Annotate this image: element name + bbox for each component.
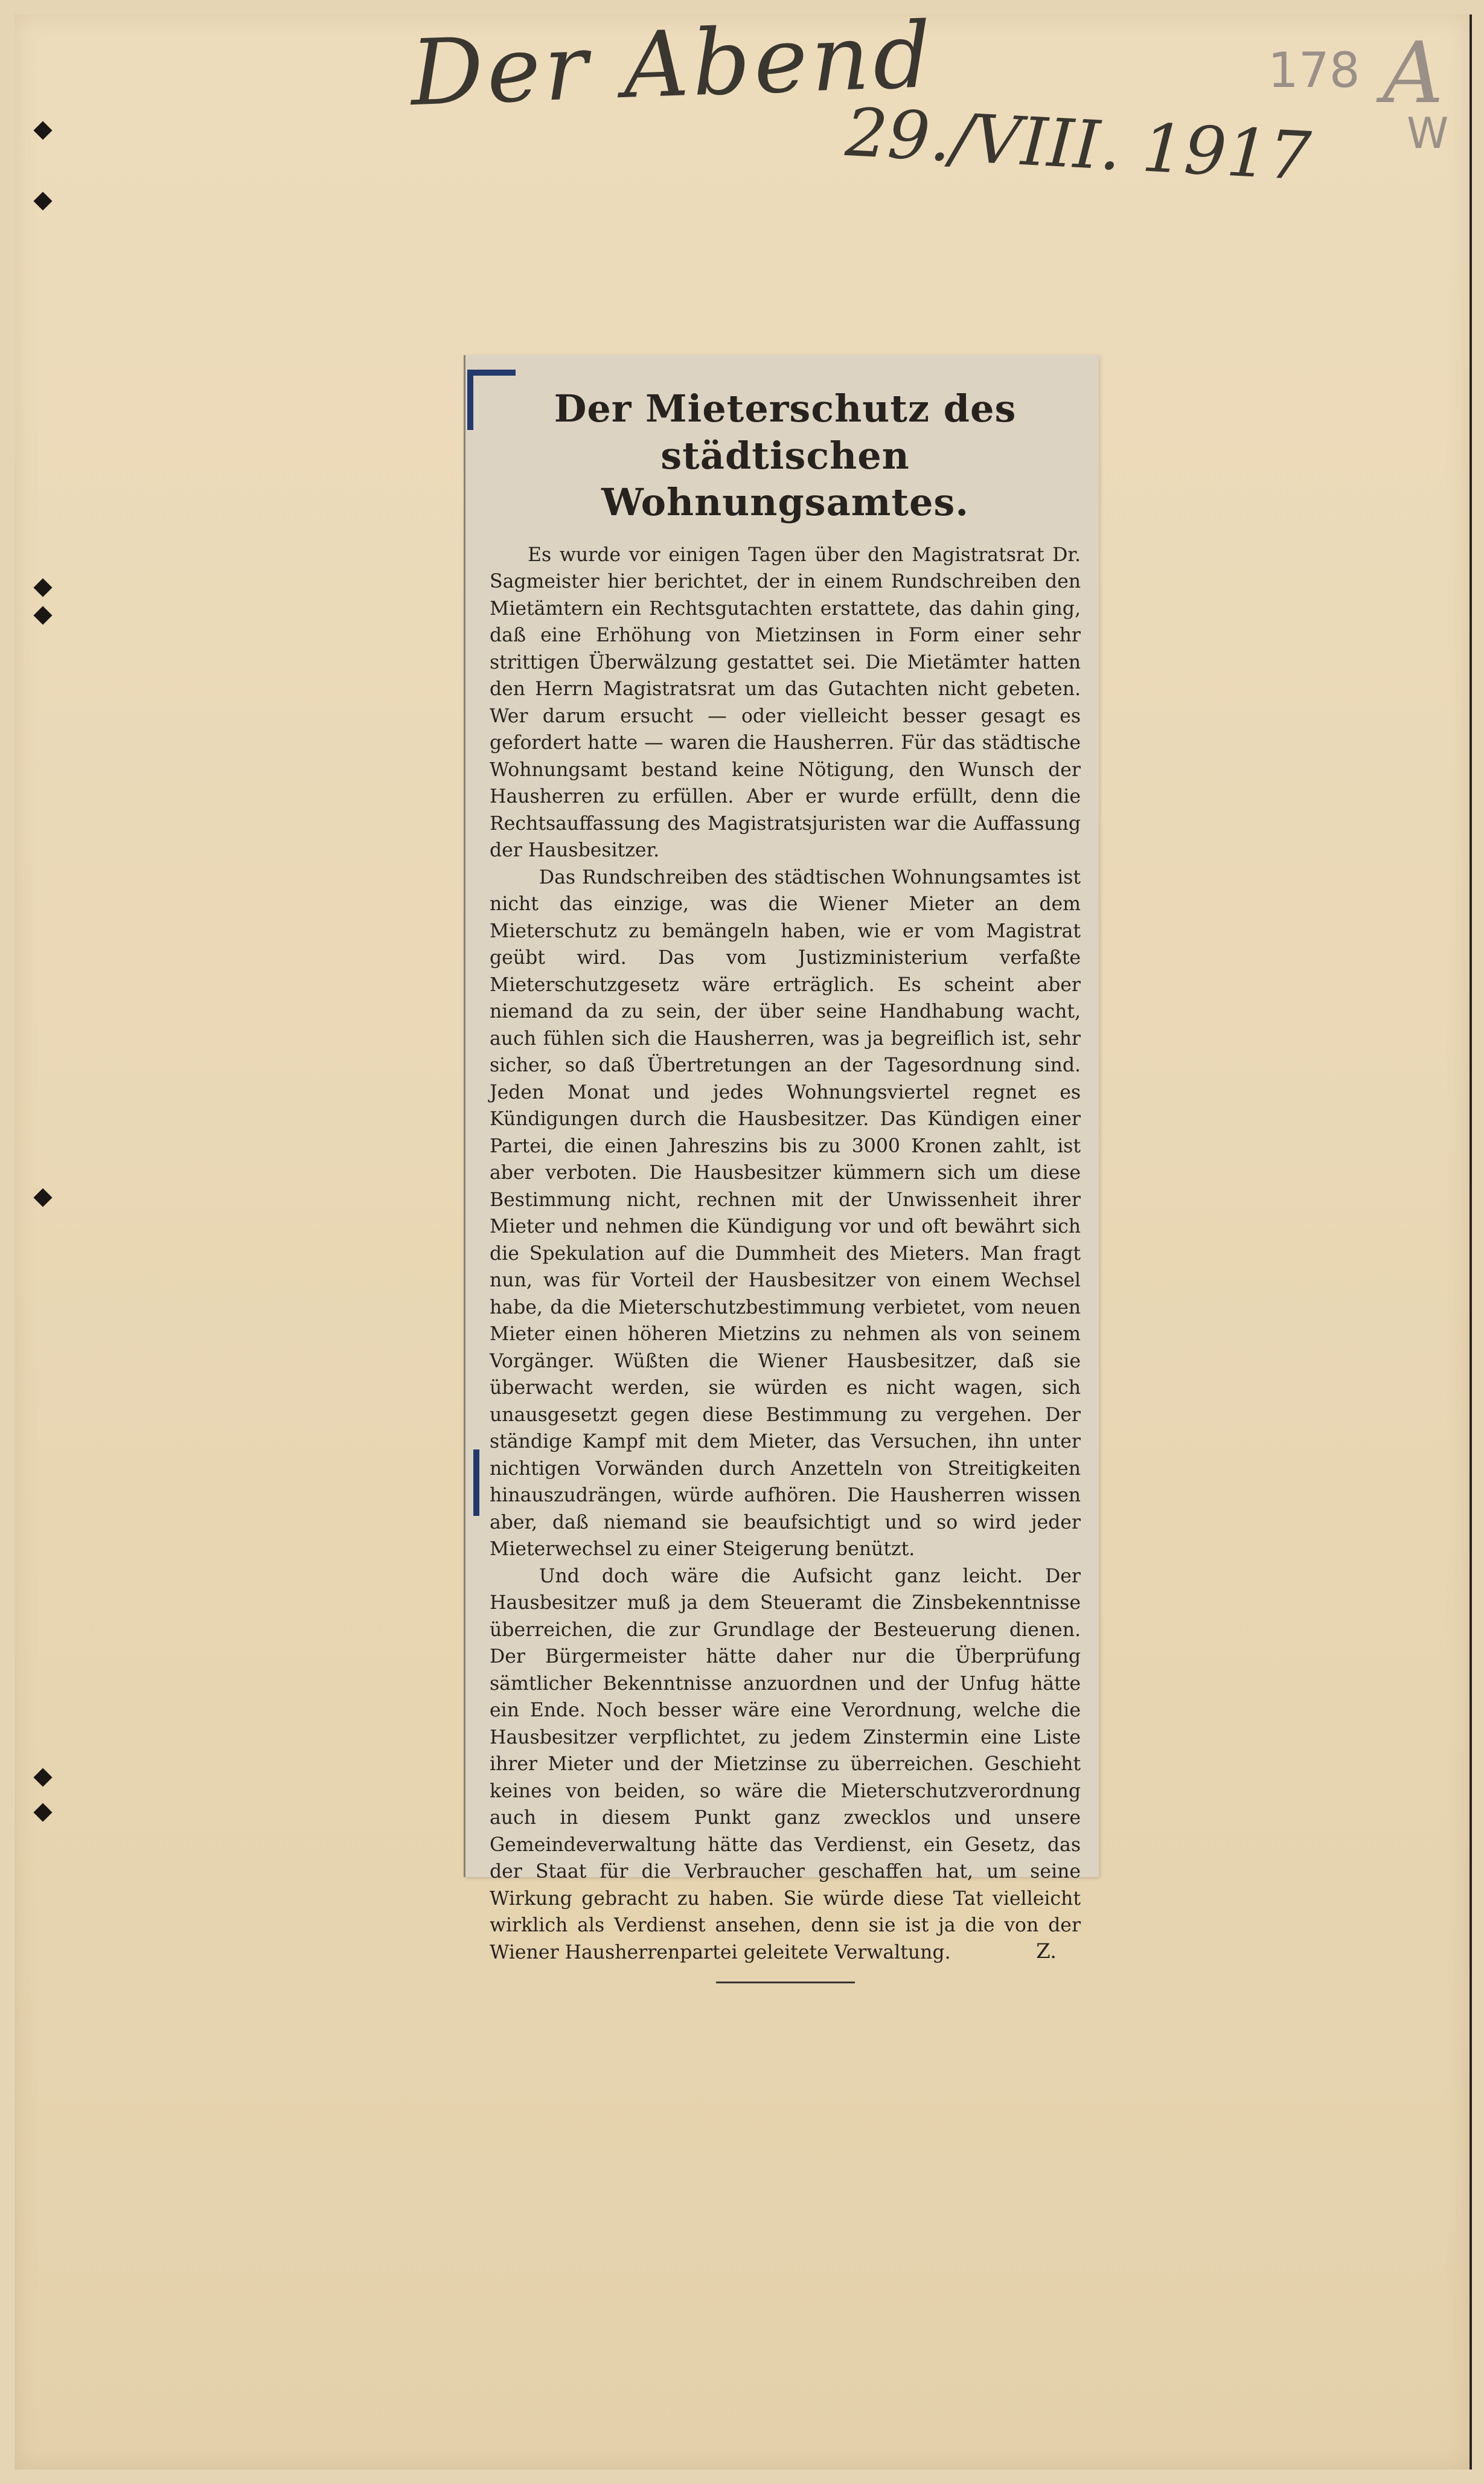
handwritten-source-title: Der Abend: [409, 2, 936, 127]
article-body: [490, 542, 1081, 1966]
pencil-mark: W: [1407, 109, 1449, 158]
pencil-letter: A: [1383, 24, 1444, 123]
end-rule: [716, 1982, 855, 1983]
newspaper-clipping: [464, 355, 1099, 1963]
article-paragraph: Und doch wäre die Aufsicht ganz leicht. Der Hausbesitzer muß ja dem Steueramt die Zinsbekenntnisse überreichen, die zur Grundlage der Besteuerung dienen. Der Bürgermeister hätte daher nur die Überprüfung sämtlicher Bekenntnisse anzuordnen und der Unfug hätte ein Ende. Noch besser wäre eine Verordnung, welche die Hausbesitzer verpflichtet, zu jedem Zinstermin eine Liste ihrer Mieter und der Mietzinse zu überreichen. Geschieht keines von beiden, so wäre die Mieterschutzverordnung auch in diesem Punkt ganz zwecklos und unsere Gemeindeverwaltung hätte das Verdienst, ein Gesetz, das der Staat für die Verbraucher geschaffen hat, um seine Wirkung gebracht zu haben. Sie würde diese Tat vielleicht wirklich als Verdienst ansehen, denn sie ist ja die von der Wiener Hausherrenpartei geleitete Verwaltung.: [490, 1565, 1081, 1963]
article-paragraph: Das Rundschreiben des städtischen Wohnungsamtes ist nicht das einzige, was die Wiener Mieter an dem Mieterschutz zu bemängeln haben, wie er vom Magistrat geübt wird. Das vom Justizministerium verfaßte Mieterschutzgesetz wäre erträglich. Es scheint aber niemand da zu sein, der über seine Handhabung wacht, auch fühlen sich die Hausherren, was ja begreiflich ist, sehr sicher, so daß Übertretungen an der Tagesordnung sind. Jeden Monat und jedes Wohnungsviertel regnet es Kündigungen durch die Hausbesitzer. Das Kündigen einer Partei, die einen Jahreszins bis zu 3000 Kronen zahlt, ist aber verboten. Die Hausbesitzer kümmern sich um diese Bestimmung nicht, rechnen mit der Unwissenheit ihrer Mieter und nehmen die Kündigung vor und oft bewährt sich die Spekulation auf die Dummheit des Mieters. Man fragt nun, was für Vorteil der Hausbesitzer von einem Wechsel habe, da die Mieterschutzbestimmung verbietet, vom neuen Mieter einen höheren Mietzins zu nehmen als von seinem Vorgänger. Wüßten die Wiener Hausbesitzer, daß sie überwacht werden, sie würden es nicht wagen, sich unausgesetzt gegen diese Bestimmung zu vergehen. Der ständige Kampf mit dem Mieter, das Versuchen, ihn unter nichtigen Vorwänden durch Anzetteln von Streitigkeiten hinauszudrängen, würde aufhören. Die Hausherren wissen aber, daß niemand sie beaufsichtigt und so wird jeder Mieterwechsel zu einer Steigerung benützt.: [490, 866, 1081, 1560]
article-signature: Z.: [1036, 1939, 1057, 1963]
folio-number: 178: [1268, 42, 1360, 98]
blue-pen-bracket-top: [467, 370, 516, 430]
blue-pen-bracket-bottom: [473, 1449, 479, 1516]
handwritten-date: 29./VIII. 1917: [843, 93, 1313, 196]
article-paragraph: Es wurde vor einigen Tagen über den Magistratsrat Dr. Sagmeister hier berichtet, der in einem Rundschreiben den Mietämtern ein Rechtsgutachten erstattete, das dahin ging, daß eine Erhöhung von Mietzinsen in Form einer sehr strittigen Überwälzung gestattet sei. Die Mietämter hatten den Herrn Magistratsrat um das Gutachten nicht gebeten. Wer darum ersucht — oder vielleicht besser gesagt es gefordert hatte — waren die Hausherren. Für das städtische Wohnungsamt bestand keine Nötigung, den Wunsch der Hausherren zu erfüllen. Aber er wurde erfüllt, denn die Rechtsauffassung des Magistratsjuristen war die Auffassung der Hausbesitzer.: [490, 544, 1081, 861]
article-headline: Der Mieterschutz des städtischen Wohnungsamtes.: [554, 387, 1017, 524]
